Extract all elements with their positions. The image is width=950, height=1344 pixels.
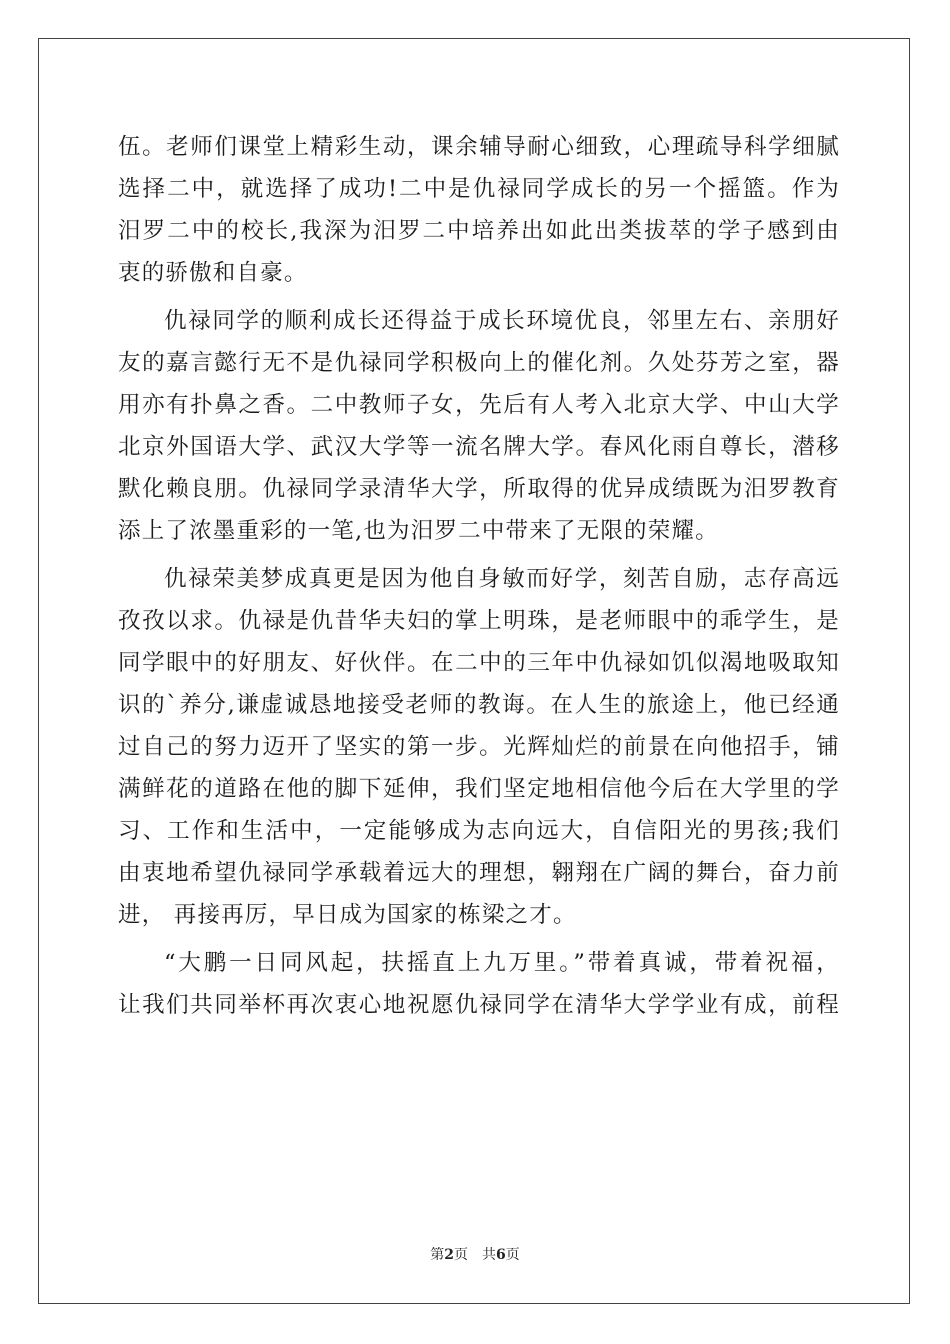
- text-line: 过自己的努力迈开了坚实的第一步。光辉灿烂的前景在向他招手，铺: [118, 734, 840, 760]
- text-line: 仇禄同学的顺利成长还得益于成长环境优良，邻里左右、亲朋好: [164, 308, 840, 334]
- text-line: 进， 再接再厉，早日成为国家的栋梁之才。: [118, 902, 577, 928]
- page-total: 6: [496, 1247, 506, 1263]
- text-line: 让我们共同举杯再次衷心地祝愿仇禄同学在清华大学学业有成，前程: [118, 992, 840, 1018]
- page-footer: [0, 1244, 950, 1264]
- document-body: [118, 126, 840, 1026]
- text-line: 仇禄荣美梦成真更是因为他自身敏而好学，刻苦自励，志存高远: [164, 566, 840, 592]
- text-line: 添上了浓墨重彩的一笔,也为汨罗二中带来了无限的荣耀。: [118, 518, 719, 544]
- text-line: 汨罗二中的校长,我深为汨罗二中培养出如此出类拔萃的学子感到由: [118, 218, 840, 244]
- text-line: 满鲜花的道路在他的脚下延伸，我们坚定地相信他今后在大学里的学: [118, 776, 840, 802]
- text-line: 用亦有扑鼻之香。二中教师子女，先后有人考入北京大学、中山大学: [118, 392, 840, 418]
- text-line: 默化赖良朋。仇禄同学录清华大学，所取得的优异成绩既为汨罗教育: [118, 476, 840, 502]
- text-line: “大鹏一日同风起，扶摇直上九万里。”带着真诚，带着祝福，: [164, 950, 840, 976]
- text-line: 衷的骄傲和自豪。: [118, 260, 308, 286]
- total-prefix: 共: [482, 1247, 496, 1263]
- total-suffix: 页: [505, 1247, 520, 1263]
- text-line: 识的`养分,谦虚诚恳地接受老师的教诲。在人生的旅途上，他已经通: [118, 692, 840, 718]
- text-line: 习、工作和生活中，一定能够成为志向远大，自信阳光的男孩;我们: [118, 818, 840, 844]
- text-line: 由衷地希望仇禄同学承载着远大的理想，翱翔在广阔的舞台，奋力前: [118, 860, 840, 886]
- text-line: 孜孜以求。仇禄是仇昔华夫妇的掌上明珠，是老师眼中的乖学生，是: [118, 608, 840, 634]
- page-prefix: 第: [430, 1247, 445, 1263]
- page-current: 2: [444, 1247, 454, 1263]
- text-line: 伍。老师们课堂上精彩生动，课余辅导耐心细致，心理疏导科学细腻: [118, 134, 840, 160]
- text-line: 同学眼中的好朋友、好伙伴。在二中的三年中仇禄如饥似渴地吸取知: [118, 650, 840, 676]
- page-suffix: 页: [454, 1247, 468, 1263]
- text-line: 选择二中，就选择了成功!二中是仇禄同学成长的另一个摇篮。作为: [118, 176, 840, 202]
- text-line: 北京外国语大学、武汉大学等一流名牌大学。春风化雨自尊长，潜移: [118, 434, 840, 460]
- text-line: 友的嘉言懿行无不是仇禄同学积极向上的催化剂。久处芬芳之室，器: [118, 350, 840, 376]
